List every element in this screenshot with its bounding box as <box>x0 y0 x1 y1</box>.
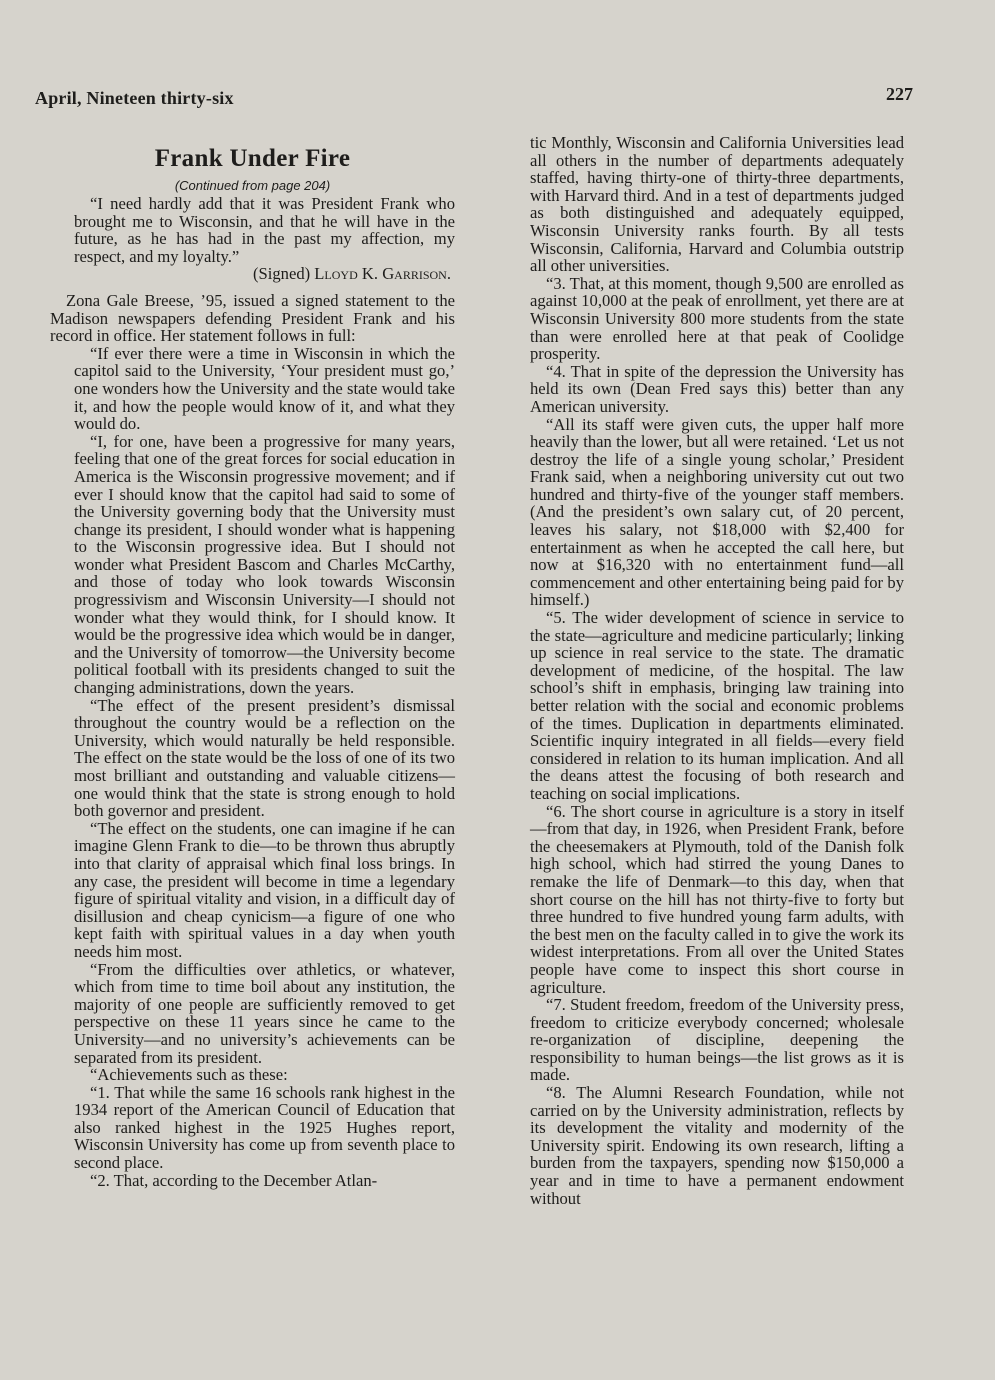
paragraph: “From the difficulties over athletics, or whatever, which from time to time boil about any institution, the majority of one people are sufficiently removed to get perspective on these 11 years since he came to the University—and no university’s achievements can be separated from its president. <box>74 959 455 1067</box>
paragraph: “2. That, according to the December Atlan- <box>90 1170 378 1190</box>
paragraph: Zona Gale Breese, ’95, issued a signed statement to the Madison newspapers defending President Frank and his record in office. Her statement follows in full: <box>50 290 455 346</box>
page-number: 227 <box>886 84 913 104</box>
left-column <box>50 144 455 1189</box>
paragraph: “I need hardly add that it was President Frank who brought me to Wisconsin, and that he will have in the future, as he has had in the past my affection, my respect, and my loyalty.” <box>74 194 455 266</box>
paragraph: “7. Student freedom, freedom of the University press, freedom to criticize everybody concerned; wholesale re-organization of discipline, deepening the responsibility to human beings—the list grows as it is made. <box>530 995 904 1085</box>
right-column <box>530 134 904 1207</box>
signature-prefix: (Signed) <box>253 264 315 284</box>
signature <box>50 265 455 283</box>
paragraph: tic Monthly, Wisconsin and California Universities lead all others in the number of departments adequately staffed, having thirty-one of thirty-three departments, with Harvard third. And in a test of departments judged as both distinguished and adequately equipped, Wisconsin University ranks fourth. By all tests Wisconsin, California, Harvard and Columbia outstrip all other universities. <box>530 133 904 276</box>
paragraph: “The effect of the present president’s dismissal throughout the country would be a reflection on the University, which would naturally be held responsible. The effect on the state would be the loss of one of its two most brilliant and outstanding and valuable citizens—one would think that the state is strong enough to hold both governor and president. <box>74 695 455 821</box>
paragraph: “I, for one, have been a progressive for many years, feeling that one of the great forces for social education in America is the Wisconsin progressive movement; and if ever I should know that the capitol had said to some of the University governing body that the University must change its president, I should wonder what is happening to the Wisconsin progressive idea. But I should not wonder what President Bascom and Charles McCarthy, and those of today who look towards Wisconsin progressivism and Wisconsin University—I should not wonder what they would think, for I should know. It would be the progressive idea which would be in danger, and the University of tomorrow—the University become political football with its presidents changed to suit the changing administrations, down the years. <box>74 431 455 698</box>
paragraph: “4. That in spite of the depression the University has held its own (Dean Fred says this) better than any American university. <box>530 361 904 416</box>
signature-name: Lloyd K. Garrison. <box>314 264 451 284</box>
paragraph: “3. That, at this moment, though 9,500 are enrolled as against 10,000 at the peak of enrollment, yet there are at Wisconsin University 800 more students from the state than were enrolled here at that peak of Coolidge prosperity. <box>530 273 904 364</box>
running-head: April, Nineteen thirty-six <box>35 88 234 108</box>
paragraph: “8. The Alumni Research Foundation, while not carried on by the University administration, reflects by its development the vitality and modernity of the University spirit. Endowing its own research, lifting a burden from the taxpayers, spending now $150,000 a year and in time to have a permanent endowment without <box>530 1083 904 1208</box>
paragraph: “Achievements such as these: <box>90 1065 288 1085</box>
paragraph: “6. The short course in agriculture is a story in itself—from that day, in 1926, when President Frank, before the cheesemakers at Plymouth, told of the Danish folk high school, which had stirred the young Danes to remake the life of Denmark—to this day, when that short course on the hill has not thirty-five to forty but three hundred to five hundred young farm adults, with the best men on the faculty called in to give the work its widest interpretations. From all over the United States people have come to inspect this short course in agriculture. <box>530 801 904 997</box>
paragraph: “If ever there were a time in Wisconsin in which the capitol said to the University, ‘Your president must go,’ one wonders how the University and the state would take it, and how the people would know of it, and what they would do. <box>74 343 455 434</box>
paragraph: “The effect on the students, one can imagine if he can imagine Glenn Frank to die—to be thrown thus abruptly into that clarity of appraisal which final loss brings. In any case, the president will become in time a legendary figure of spiritual vitality and vision, in a difficult day of disillusion and cheap cynicism—a figure of one who kept faith with spiritual values in a day when youth needs him most. <box>74 818 455 961</box>
paragraph: “All its staff were given cuts, the upper half more heavily than the lower, but all were retained. ‘Let us not destroy the life of a single young scholar,’ President Frank said, when a neighboring university cut out two hundred and thirty-five of the younger staff members. (And the president’s own salary cut, of 20 percent, leaves his salary, not $18,000 with $2,400 for entertainment as when he accepted the call here, but now at $16,320 with no entertainment fund—all commencement and other entertaining being paid for by himself.) <box>530 414 904 610</box>
paragraph: “1. That while the same 16 schools rank highest in the 1934 report of the American Council of Education that also ranked highest in the 1925 Hughes report, Wisconsin University has come up from seventh place to second place. <box>74 1082 455 1173</box>
continued-note: (Continued from page 204) <box>174 178 331 193</box>
paragraph: “5. The wider development of science in service to the state—agriculture and medicine particularly; linking up science in real service to the state. The dramatic development of medicine, of the hospital. The law school’s shift in emphasis, bringing law training into better relation with the social and economic problems of the times. Duplication in departments eliminated. Scientific inquiry integrated in all fields—every field considered in relation to its human implication. And all the deans attest the focusing of both research and teaching on social implications. <box>530 608 904 803</box>
article-title: Frank Under Fire <box>154 145 351 172</box>
